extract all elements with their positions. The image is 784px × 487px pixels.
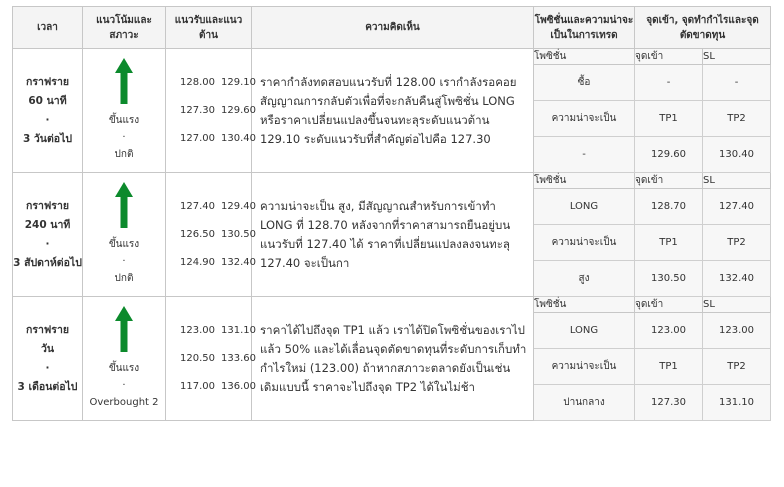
probability-label: ความน่าจะเป็น [534,101,635,137]
table-row [13,173,771,189]
tp1-label: TP1 [635,101,703,137]
table-row [13,297,771,313]
tp1-label: TP1 [635,349,703,385]
tp1-label: TP1 [635,225,703,261]
entry-value: 128.70 [635,189,703,225]
support-level: 128.00 [180,76,215,88]
timeframe-label: กราฟราย [25,323,69,336]
up-arrow-icon [115,306,133,352]
sl-label: SL [703,49,771,65]
tp1-value: 130.50 [635,261,703,297]
tp2-value: 132.40 [703,261,771,297]
resistance-level: 130.50 [221,228,256,240]
timeframe-label: กราฟราย [25,75,69,88]
timeframe-cell [13,49,83,173]
position-value: ซื้อ [534,65,635,101]
entry-value: 123.00 [635,313,703,349]
entry-label: จุดเข้า [635,297,703,313]
sl-value: - [703,65,771,101]
timeframe-period: 240 นาที [24,218,71,231]
trend-strength: ขึ้นแรง [108,363,140,374]
support-level: 127.30 [180,104,215,116]
tp2-label: TP2 [703,225,771,261]
tp1-value: 127.30 [635,385,703,421]
level-pair [180,317,256,345]
level-pair [180,345,256,373]
trend-cell [83,173,166,297]
support-level: 123.00 [180,324,215,336]
support-level: 127.00 [180,132,215,144]
up-arrow-icon [115,182,133,228]
probability-value: - [534,137,635,173]
resistance-level: 129.10 [221,76,256,88]
header-levels: แนวรับและแนวต้าน [166,7,252,49]
level-pair [180,69,256,97]
level-pair [180,97,256,125]
sl-label: SL [703,297,771,313]
table-row [13,49,771,65]
probability-label: ความน่าจะเป็น [534,349,635,385]
tp2-label: TP2 [703,349,771,385]
trend-cell [83,297,166,421]
support-level: 120.50 [180,352,215,364]
header-comment: ความคิดเห็น [252,7,534,49]
entry-value: - [635,65,703,101]
probability-value: ปานกลาง [534,385,635,421]
resistance-level: 136.00 [221,380,256,392]
level-pair [180,125,256,153]
position-value: LONG [534,313,635,349]
tp2-value: 131.10 [703,385,771,421]
levels-cell [166,173,256,297]
probability-label: ความน่าจะเป็น [534,225,635,261]
timeframe-separator: · [45,237,50,250]
levels-cell [166,49,256,173]
timeframe-separator: · [45,113,50,126]
levels-cell [166,297,256,421]
trend-state: Overbought 2 [89,397,159,408]
resistance-level: 129.60 [221,104,256,116]
position-label: โพซิชั่น [534,173,635,189]
support-level: 126.50 [180,228,215,240]
trend-separator: · [122,256,126,267]
resistance-level: 130.40 [221,132,256,144]
header-time: เวลา [13,7,83,49]
support-level: 124.90 [180,256,215,268]
timeframe-separator: · [45,361,50,374]
trend-strength: ขึ้นแรง [108,115,140,126]
position-label: โพซิชั่น [534,49,635,65]
trend-state: ปกติ [114,149,134,160]
timeframe-cell [13,297,83,421]
entry-label: จุดเข้า [635,49,703,65]
entry-label: จุดเข้า [635,173,703,189]
timeframe-period: 60 นาที [28,94,67,107]
level-pair [180,221,256,249]
comment-cell: ความน่าจะเป็น สูง, มีสัญญาณสำหรับการเข้าทำ LONG ที่ 128.70 หลังจากที่ราคาสามารถยืนอยู่บนแนวรับที่ 127.40 ได้ ราคาที่เปลี่ยนแปลงลงจนทะลุ 127.40 จะเป็นกา [252,173,534,297]
timeframe-horizon: 3 เดือนต่อไป [17,380,78,393]
level-pair [180,373,256,401]
trend-state: ปกติ [114,273,134,284]
resistance-level: 133.60 [221,352,256,364]
trend-separator: · [122,132,126,143]
position-label: โพซิชั่น [534,297,635,313]
header-row [13,7,771,49]
resistance-level: 132.40 [221,256,256,268]
trend-strength: ขึ้นแรง [108,239,140,250]
position-value: LONG [534,189,635,225]
resistance-level: 131.10 [221,324,256,336]
probability-value: สูง [534,261,635,297]
support-level: 117.00 [180,380,215,392]
level-pair [180,249,256,277]
analysis-table [12,6,771,421]
tp2-value: 130.40 [703,137,771,173]
header-trend: แนวโน้มและสภาวะ [83,7,166,49]
comment-cell: ราคากำลังทดสอบแนวรับที่ 128.00 เรากำลังรอคอยสัญญาณการกลับตัวเพื่อที่จะกลับคืนสู่โพซิชั่น LONG หรือราคาเปลี่ยนแปลงขึ้นจนทะลุระดับแนวต้าน 129.10 ระดับแนวรับที่สำคัญต่อไปคือ 127.30 [252,49,534,173]
timeframe-period: วัน [40,342,55,355]
tp2-label: TP2 [703,101,771,137]
header-entry: จุดเข้า, จุดทำกำไรและจุดตัดขาดทุน [635,7,771,49]
up-arrow-icon [115,58,133,104]
timeframe-cell [13,173,83,297]
trend-cell [83,49,166,173]
comment-cell: ราคาได้ไปถึงจุด TP1 แล้ว เราได้ปิดโพซิชั่นของเราไปแล้ว 50% และได้เลื่อนจุดตัดขาดทุนที่ระดับการเก็บทำกำไรใหม่ (123.00) ถ้าหากสภาวะตลาดยังเป็นเช่นเดิมแบบนี้ ราคาจะไปถึงจุด TP2 ได้ในไม่ช้า [252,297,534,421]
header-position: โพซิชั่นและความน่าจะเป็นในการเทรด [534,7,635,49]
tp1-value: 129.60 [635,137,703,173]
sl-value: 127.40 [703,189,771,225]
level-pair [180,193,256,221]
timeframe-horizon: 3 วันต่อไป [22,132,73,145]
resistance-level: 129.40 [221,200,256,212]
timeframe-horizon: 3 สัปดาห์ต่อไป [13,256,82,269]
trend-separator: · [122,380,126,391]
sl-value: 123.00 [703,313,771,349]
timeframe-label: กราฟราย [25,199,69,212]
support-level: 127.40 [180,200,215,212]
sl-label: SL [703,173,771,189]
